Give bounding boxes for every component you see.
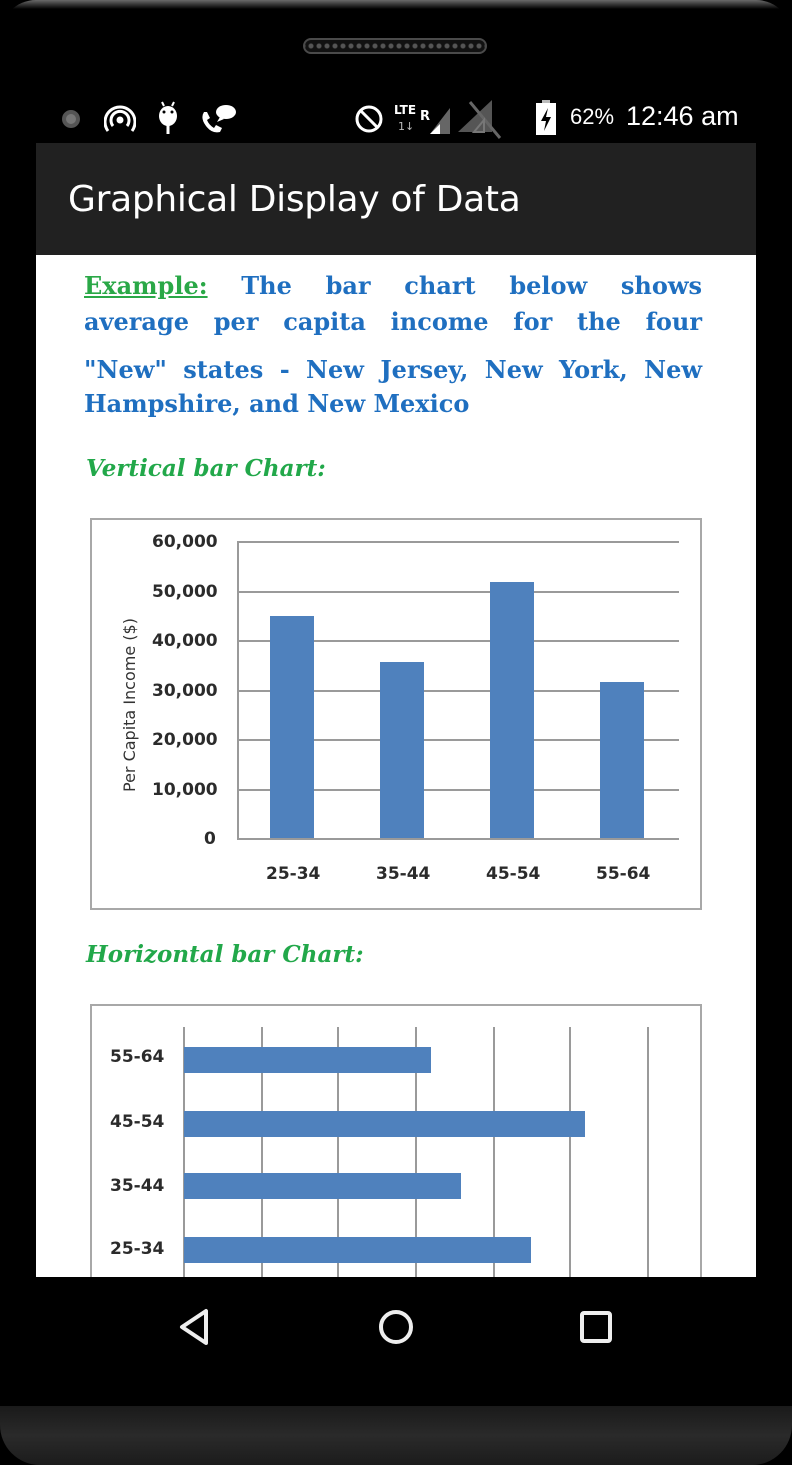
- vertical-bar-chart: [90, 518, 702, 910]
- back-button[interactable]: [172, 1303, 220, 1351]
- do-not-disturb-icon: [354, 104, 384, 134]
- y-tick: 35-44: [110, 1176, 165, 1196]
- y-axis-label: Per Capita Income ($): [120, 618, 139, 792]
- y-tick: 30,000: [152, 681, 218, 701]
- gridline: [569, 1027, 571, 1277]
- x-tick: 35-44: [376, 864, 431, 884]
- voicemail-chat-icon: [198, 102, 238, 136]
- y-tick: 45-54: [110, 1112, 165, 1132]
- x-tick: 45-54: [486, 864, 541, 884]
- phone-speaker-grille: [303, 38, 487, 54]
- battery-percent: 62%: [570, 104, 615, 129]
- bar-55-64: [184, 1047, 431, 1073]
- horizontal-chart-heading: Horizontal bar Chart:: [86, 941, 364, 968]
- y-tick: 60,000: [152, 532, 218, 552]
- x-axis-line: [237, 838, 679, 840]
- home-button[interactable]: [372, 1303, 420, 1351]
- bar-55-64: [600, 682, 644, 838]
- y-tick: 0: [204, 829, 216, 849]
- content-scroll-area[interactable]: [36, 255, 756, 1277]
- android-debug-icon: [156, 100, 180, 136]
- y-tick: 10,000: [152, 780, 218, 800]
- y-tick: 50,000: [152, 582, 218, 602]
- horizontal-bar-chart: [90, 1004, 702, 1277]
- clock-time: 12:46 am: [626, 101, 739, 131]
- y-tick: 55-64: [110, 1047, 165, 1067]
- battery-charging-icon: [534, 100, 558, 136]
- y-tick: 25-34: [110, 1239, 165, 1259]
- x-tick: 55-64: [596, 864, 651, 884]
- intro-line-4: Hampshire, and New Mexico: [84, 389, 470, 418]
- vertical-chart-heading: Vertical bar Chart:: [86, 455, 326, 482]
- bar-45-54: [184, 1111, 585, 1137]
- y-tick: 40,000: [152, 631, 218, 651]
- app-bar: [36, 143, 756, 255]
- intro-line-2: average per capita income for the four: [84, 307, 702, 336]
- bar-35-44: [184, 1173, 461, 1199]
- example-label: Example:: [84, 271, 208, 300]
- page-title: Graphical Display of Data: [68, 179, 521, 220]
- bar-45-54: [490, 582, 534, 838]
- hotspot-icon: [104, 104, 136, 134]
- svg-text:1↓: 1↓: [398, 120, 415, 133]
- bar-35-44: [380, 662, 424, 838]
- recents-button[interactable]: [572, 1303, 620, 1351]
- svg-text:R: R: [420, 109, 431, 124]
- bar-25-34: [184, 1237, 531, 1263]
- navigation-bar: [36, 1277, 756, 1373]
- intro-line-1: Example: The bar chart below shows: [84, 271, 703, 300]
- gridline: [647, 1027, 649, 1277]
- intro-line-3: "New" states - New Jersey, New York, New: [84, 355, 702, 384]
- status-bar: [36, 96, 756, 142]
- phone-frame-top: [0, 0, 792, 40]
- no-wifi-signal-icon: [456, 98, 504, 140]
- y-tick: 20,000: [152, 730, 218, 750]
- lte-roaming-signal-icon: [394, 100, 452, 136]
- gridline: [237, 591, 679, 593]
- svg-text:LTE: LTE: [394, 103, 417, 117]
- x-tick: 25-34: [266, 864, 321, 884]
- bar-25-34: [270, 616, 314, 838]
- phone-frame-bottom: [0, 1406, 792, 1465]
- gridline: [237, 541, 679, 543]
- record-dot-icon: [62, 110, 80, 128]
